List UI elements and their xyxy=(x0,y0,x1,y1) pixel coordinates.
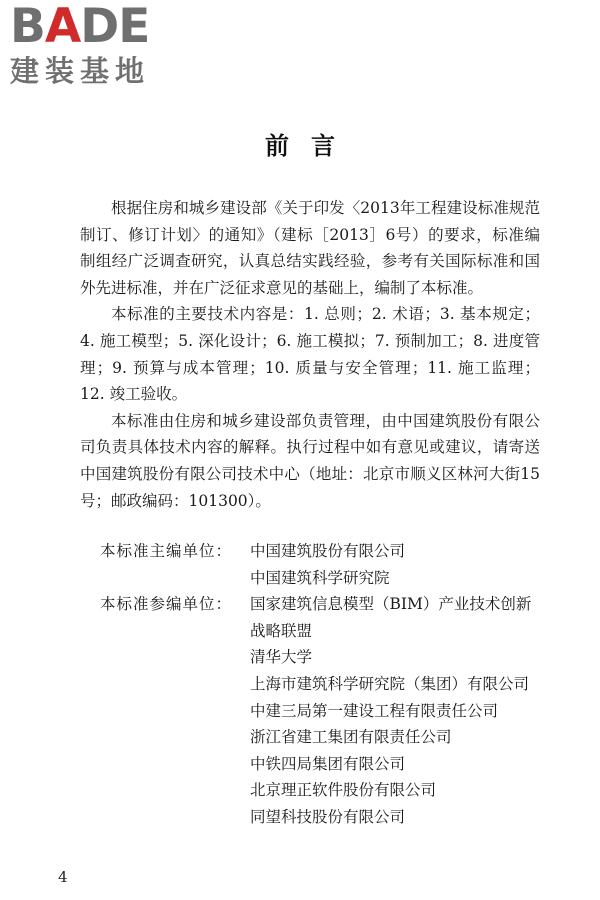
list-item: 北京理正软件股份有限公司 xyxy=(250,781,437,800)
logo-letter-a-accent: A xyxy=(44,0,81,54)
participating-units-row xyxy=(100,591,545,830)
list-item: 上海市建筑科学研究院（集团）有限公司 xyxy=(250,674,530,693)
logo-letter-b: B xyxy=(10,0,45,54)
list-item: 清华大学 xyxy=(250,648,313,667)
bade-logo xyxy=(10,2,180,92)
list-item: 同望科技股份有限公司 xyxy=(250,807,406,826)
paragraph-contents: 本标准的主要技术内容是：1. 总则；2. 术语；3. 基本规定；4. 施工模型；5. 深化设计；6. 施工模拟；7. 预制加工；8. 进度管理；9. 预算与成本管理；10. 质量与安全管理；11. 施工监理；12. 竣工验收。 xyxy=(80,305,540,404)
list-item: 中国建筑科学研究院 xyxy=(250,568,390,587)
logo-wordmark xyxy=(10,2,180,52)
drafting-units xyxy=(100,538,545,831)
logo-letters-de: DE xyxy=(80,0,150,54)
list-item: 中国建筑股份有限公司 xyxy=(250,542,406,560)
paragraph-management: 本标准由住房和城乡建设部负责管理，由中国建筑股份有限公司负责具体技术内容的解释。执行过程中如有意见或建议，请寄送中国建筑股份有限公司技术中心（地址：北京市顺义区林河大街15号；邮政编码：101300）。 xyxy=(80,411,540,510)
list-item: 中铁四局集团有限公司 xyxy=(250,754,406,773)
list-item: 浙江省建工集团有限责任公司 xyxy=(250,728,452,747)
list-item: 中建三局第一建设工程有限责任公司 xyxy=(250,701,499,720)
chief-units-row xyxy=(100,538,545,591)
logo-subtitle: 建装基地 xyxy=(10,54,151,88)
page-number: 4 xyxy=(58,868,68,886)
preface-body xyxy=(80,195,540,514)
participating-units-list xyxy=(250,591,545,830)
page-title: 前言 xyxy=(265,132,357,160)
participating-units-label: 本标准参编单位： xyxy=(100,595,233,614)
chief-units-list xyxy=(250,538,545,591)
list-item: 国家建筑信息模型（BIM）产业技术创新战略联盟 xyxy=(250,595,532,640)
paragraph-basis: 根据住房和城乡建设部《关于印发〈2013年工程建设标准规范制订、修订计划〉的通知》（建标［2013］6号）的要求，标准编制组经广泛调查研究，认真总结实践经验，参考有关国际标准和国外先进标准，并在广泛征求意见的基础上，编制了本标准。 xyxy=(80,199,540,297)
chief-units-label: 本标准主编单位： xyxy=(100,542,233,560)
